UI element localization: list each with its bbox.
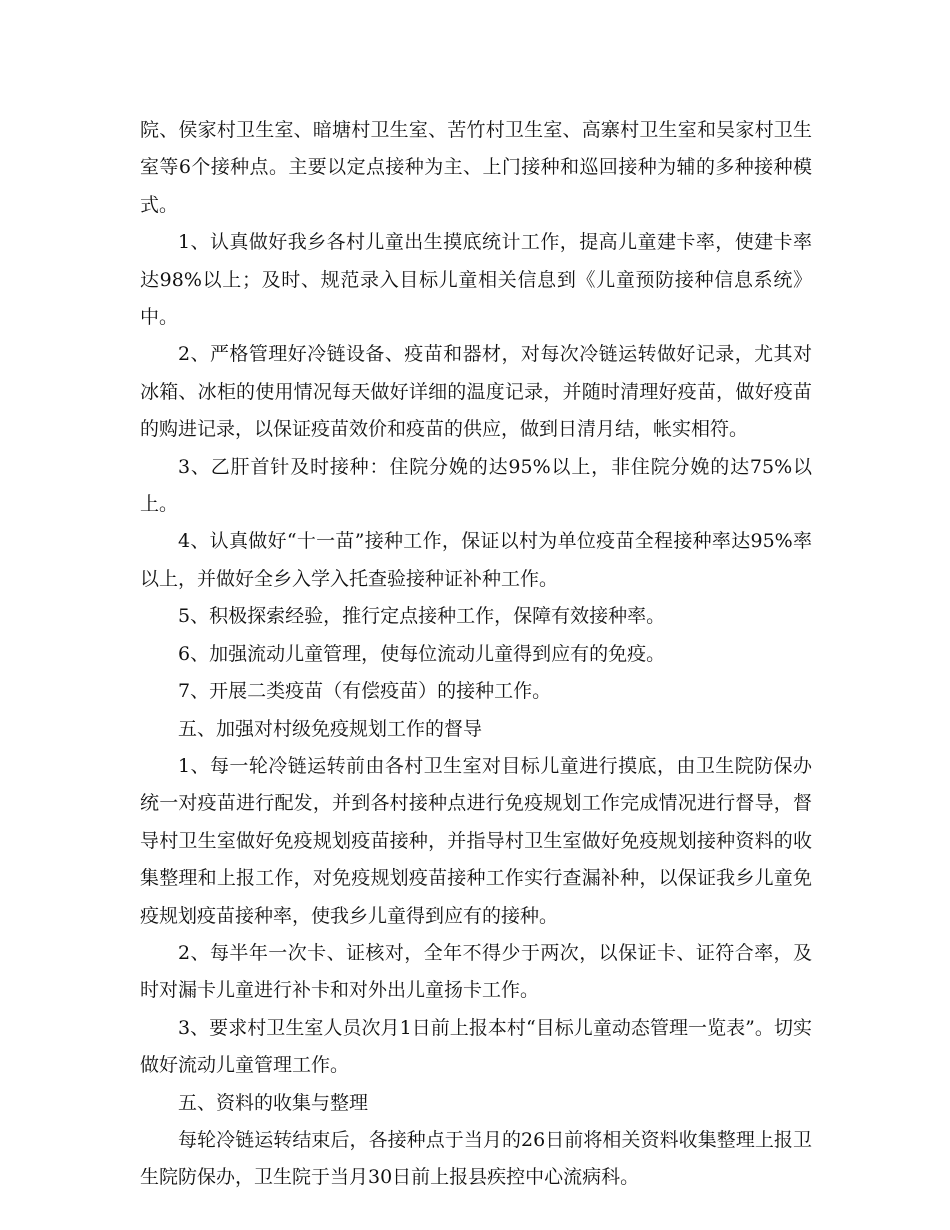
paragraph-data-collection: 每轮冷链运转结束后，各接种点于当月的26日前将相关资料收集整理上报卫生院防保办，卫生院于当月30日前上报县疾控中心流病科。 [140,1128,812,1189]
paragraph-item-6-mobile-children: 6、加强流动儿童管理，使每位流动儿童得到应有的免疫。 [178,642,666,665]
paragraph-supervision-3: 3、要求村卫生室人员次月1日前上报本村“目标儿童动态管理一览表”。切实做好流动儿童管理工作。 [140,1016,812,1077]
paragraph-continuation: 院、侯家村卫生室、暗塘村卫生室、苦竹村卫生室、高寨村卫生室和吴家村卫生室等6个接种点。主要以定点接种为主、上门接种和巡回接种为辅的多种接种模式。 [140,119,812,216]
paragraph-supervision-1: 1、每一轮冷链运转前由各村卫生室对目标儿童进行摸底，由卫生院防保办统一对疫苗进行配发，并到各村接种点进行免疫规划工作完成情况进行督导，督导村卫生室做好免疫规划疫苗接种，并指导村卫生室做好免疫规划接种资料的收集整理和上报工作，对免疫规划疫苗接种工作实行查漏补种，以保证我乡儿童免疫规划疫苗接种率，使我乡儿童得到应有的接种。 [140,754,812,927]
section-heading-supervision: 五、加强对村级免疫规划工作的督导 [178,717,483,740]
section-heading-data-collection: 五、资料的收集与整理 [178,1091,369,1114]
paragraph-item-4-eleven-vaccines: 4、认真做好“十一苗”接种工作，保证以村为单位疫苗全程接种率达95%率以上，并做好全乡入学入托查验接种证补种工作。 [140,530,812,590]
paragraph-item-3-hepb: 3、乙肝首针及时接种：住院分娩的达95%以上，非住院分娩的达75%以上。 [140,455,812,516]
paragraph-item-5-fixed-point: 5、积极探索经验，推行定点接种工作，保障有效接种率。 [178,605,666,628]
paragraph-item-2-cold-chain: 2、严格管理好冷链设备、疫苗和器材，对每次冷链运转做好记录，尤其对冰箱、冰柜的使用情况每天做好详细的温度记录，并随时清理好疫苗，做好疫苗的购进记录，以保证疫苗效价和疫苗的供应，做到日清月结，帐实相符。 [140,343,812,441]
document-body [140,112,812,1197]
paragraph-supervision-2: 2、每半年一次卡、证核对，全年不得少于两次，以保证卡、证符合率，及时对漏卡儿童进行补卡和对外出儿童扬卡工作。 [140,941,812,1002]
paragraph-item-7-class-two-vaccines: 7、开展二类疫苗（有偿疫苗）的接种工作。 [178,680,552,703]
paragraph-item-1-registration: 1、认真做好我乡各村儿童出生摸底统计工作，提高儿童建卡率，使建卡率达98%以上；及时、规范录入目标儿童相关信息到《儿童预防接种信息系统》中。 [140,231,812,329]
